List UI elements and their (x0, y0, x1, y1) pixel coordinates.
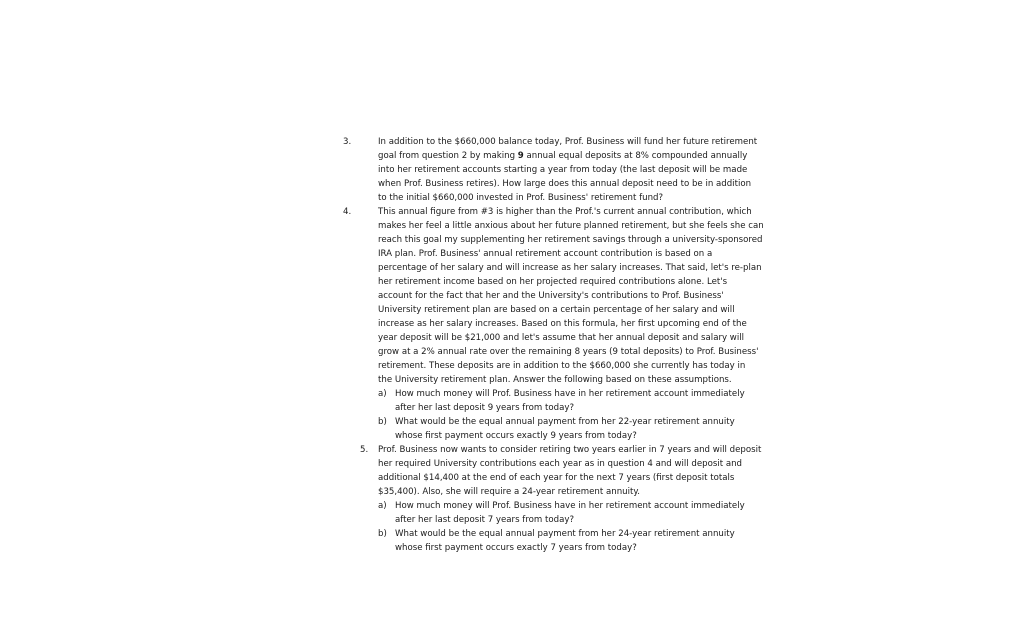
text-line: into her retirement accounts starting a year from today (the last deposit will be made (378, 165, 748, 175)
sub-question-label: a) (378, 501, 387, 511)
text-line: makes her feel a little anxious about her future planned retirement, but she feels she can (378, 221, 764, 231)
sub-question-label: b) (378, 529, 387, 539)
text-line: after her last deposit 7 years from today? (395, 515, 575, 525)
text-line: What would be the equal annual payment from her 24-year retirement annuity (395, 529, 735, 539)
text-line: the University retirement plan. Answer the following based on these assumptions. (378, 375, 732, 385)
text-line: her required University contributions each year as in question 4 and will deposit and (378, 459, 742, 469)
text-line: goal from question 2 by making 9 annual equal deposits at 8% compounded annually (378, 151, 748, 161)
text-line: Prof. Business now wants to consider retiring two years earlier in 7 years and will deposit (378, 445, 762, 455)
text-line: In addition to the $660,000 balance today, Prof. Business will fund her future retirement (378, 137, 758, 147)
text-line: How much money will Prof. Business have in her retirement account immediately (395, 501, 745, 511)
text-line: This annual figure from #3 is higher than the Prof.'s current annual contribution, which (378, 207, 752, 217)
text-line: IRA plan. Prof. Business' annual retirement account contribution is based on a (378, 249, 713, 259)
text-line: account for the fact that her and the University's contributions to Prof. Business' (378, 291, 724, 301)
sub-question-label: b) (378, 417, 387, 427)
text-line: $35,400). Also, she will require a 24-year retirement annuity. (378, 487, 640, 497)
text-line: retirement. These deposits are in addition to the $660,000 she currently has today in (378, 361, 746, 371)
text-line: reach this goal my supplementing her retirement savings through a university-sponsored (378, 235, 763, 245)
question-number: 5. (360, 445, 369, 455)
text-line: What would be the equal annual payment from her 22-year retirement annuity (395, 417, 735, 427)
text-line: additional $14,400 at the end of each year for the next 7 years (first deposit totals (378, 473, 735, 483)
text-line: percentage of her salary and will increase as her salary increases. That said, let's re-plan (378, 263, 762, 273)
text-line: her retirement income based on her projected required contributions alone. Let's (378, 277, 728, 287)
text-line: when Prof. Business retires). How large does this annual deposit need to be in addition (378, 179, 752, 189)
text-line: year deposit will be $21,000 and let's assume that her annual deposit and salary will (378, 333, 744, 343)
text-line: whose first payment occurs exactly 7 years from today? (395, 543, 637, 553)
text-line: University retirement plan are based on a certain percentage of her salary and will (378, 305, 735, 315)
text-line: How much money will Prof. Business have in her retirement account immediately (395, 389, 745, 399)
sub-question-label: a) (378, 389, 387, 399)
question-number: 4. (343, 207, 352, 217)
text-line: after her last deposit 9 years from today? (395, 403, 575, 413)
question-number: 3. (343, 137, 352, 147)
text-line: whose first payment occurs exactly 9 years from today? (395, 431, 637, 441)
text-line: to the initial $660,000 invested in Prof. Business' retirement fund? (378, 193, 664, 203)
text-line: increase as her salary increases. Based on this formula, her first upcoming end of the (378, 319, 747, 329)
text-line: grow at a 2% annual rate over the remaining 8 years (9 total deposits) to Prof. Business' (378, 347, 759, 357)
